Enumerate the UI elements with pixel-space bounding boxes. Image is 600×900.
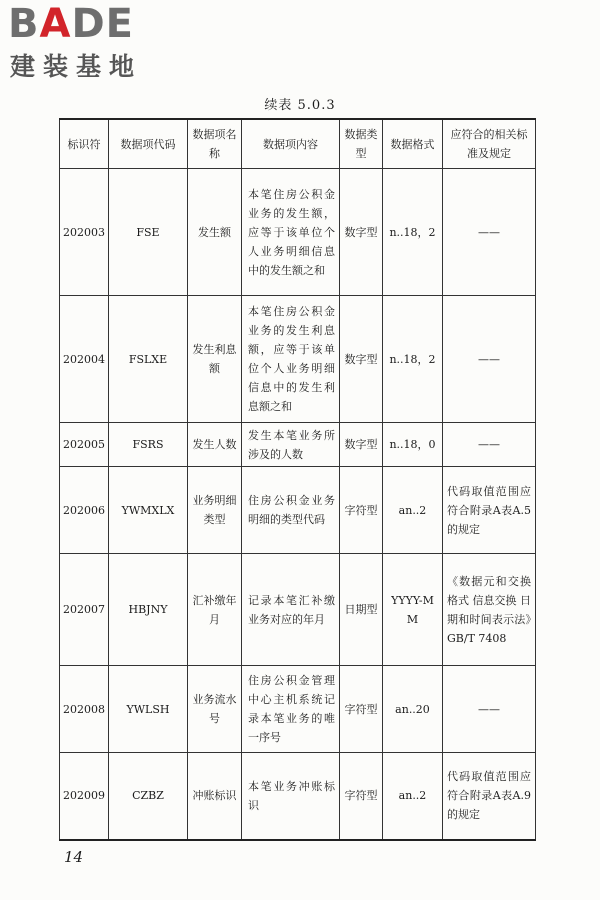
data-element-table (59, 118, 536, 841)
header-code: 数据项代码 (109, 119, 188, 169)
header-format: 数据格式 (383, 119, 443, 169)
cell-type: 日期型 (340, 554, 383, 666)
cell-name: 业务明细类型 (188, 467, 242, 554)
cell-code: HBJNY (109, 554, 188, 666)
header-content: 数据项内容 (242, 119, 340, 169)
cell-format: an..2 (383, 753, 443, 840)
cell-type: 字符型 (340, 666, 383, 753)
page-number: 14 (64, 848, 84, 866)
cell-format: n..18，2 (383, 169, 443, 296)
cell-id: 202009 (60, 753, 109, 840)
cell-standard: 代码取值范围应符合附录A表A.5的规定 (443, 467, 536, 554)
cell-standard: —— (443, 296, 536, 423)
cell-format: an..2 (383, 467, 443, 554)
table-row (60, 423, 536, 467)
cell-code: YWMXLX (109, 467, 188, 554)
cell-content: 记录本笔汇补缴业务对应的年月 (242, 554, 340, 666)
cell-type: 数字型 (340, 296, 383, 423)
cell-format: n..18，2 (383, 296, 443, 423)
cell-content: 本笔业务冲账标识 (242, 753, 340, 840)
cell-format: an..20 (383, 666, 443, 753)
cell-id: 202008 (60, 666, 109, 753)
cell-standard: 代码取值范围应符合附录A表A.9的规定 (443, 753, 536, 840)
cell-name: 业务流水号 (188, 666, 242, 753)
cell-content: 住房公积金业务明细的类型代码 (242, 467, 340, 554)
cell-name: 发生额 (188, 169, 242, 296)
cell-id: 202006 (60, 467, 109, 554)
cell-name: 冲账标识 (188, 753, 242, 840)
table-row (60, 467, 536, 554)
cell-type: 字符型 (340, 467, 383, 554)
cell-name: 发生人数 (188, 423, 242, 467)
table-caption: 续表 5.0.3 (264, 98, 336, 113)
table-row (60, 666, 536, 753)
cell-id: 202007 (60, 554, 109, 666)
cell-type: 数字型 (340, 169, 383, 296)
cell-content: 本笔住房公积金业务的发生利息额，应等于该单位个人业务明细信息中的发生利息额之和 (242, 296, 340, 423)
cell-standard: —— (443, 169, 536, 296)
table-row (60, 169, 536, 296)
cell-type: 字符型 (340, 753, 383, 840)
cell-code: FSE (109, 169, 188, 296)
cell-content: 发生本笔业务所涉及的人数 (242, 423, 340, 467)
cell-content: 本笔住房公积金业务的发生额，应等于该单位个人业务明细信息中的发生额之和 (242, 169, 340, 296)
cell-name: 汇补缴年月 (188, 554, 242, 666)
header-standard: 应符合的相关标准及规定 (443, 119, 536, 169)
cell-name: 发生利息额 (188, 296, 242, 423)
cell-format: n..18，0 (383, 423, 443, 467)
cell-id: 202003 (60, 169, 109, 296)
header-type: 数据类型 (340, 119, 383, 169)
cell-code: FSLXE (109, 296, 188, 423)
cell-id: 202005 (60, 423, 109, 467)
cell-code: CZBZ (109, 753, 188, 840)
cell-code: YWLSH (109, 666, 188, 753)
cell-type: 数字型 (340, 423, 383, 467)
table-row (60, 554, 536, 666)
cell-id: 202004 (60, 296, 109, 423)
logo-subtitle: 建装基地 (10, 52, 143, 81)
logo (8, 2, 178, 90)
header-name: 数据项名称 (188, 119, 242, 169)
cell-standard: 《数据元和交换格式 信息交换 日期和时间表示法》GB/T 7408 (443, 554, 536, 666)
cell-content: 住房公积金管理中心主机系统记录本笔业务的唯一序号 (242, 666, 340, 753)
table-header-row (60, 119, 536, 169)
table-row (60, 753, 536, 840)
cell-standard: —— (443, 423, 536, 467)
cell-format: YYYY-MM (383, 554, 443, 666)
cell-code: FSRS (109, 423, 188, 467)
table-row (60, 296, 536, 423)
cell-standard: —— (443, 666, 536, 753)
logo-wordmark: BADE (8, 1, 134, 47)
header-id: 标识符 (60, 119, 109, 169)
